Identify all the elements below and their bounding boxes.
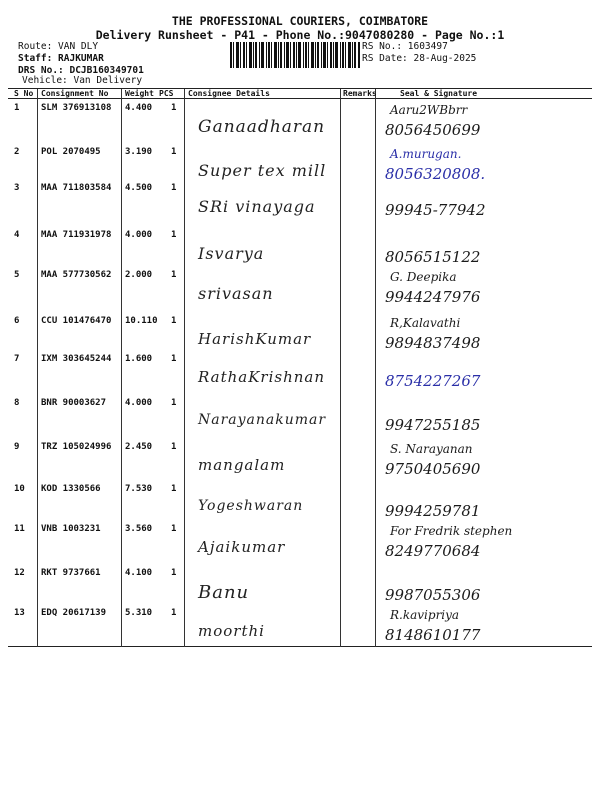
row-signature-name: R.kavipriya bbox=[390, 608, 460, 622]
row-consignee-handwritten: HarishKumar bbox=[198, 330, 312, 348]
row-consignment-no: IXM 303645244 bbox=[41, 354, 112, 364]
row-pcs: 1 bbox=[171, 568, 177, 578]
row-weight: 2.000 bbox=[125, 270, 153, 280]
row-consignment-no: KOD 1330566 bbox=[41, 484, 101, 494]
row-signature-name: For Fredrik stephen bbox=[390, 524, 513, 538]
company-title: THE PROFESSIONAL COURIERS, COIMBATORE bbox=[171, 14, 429, 28]
row-weight: 5.310 bbox=[125, 608, 153, 618]
runsheet-subtitle: Delivery Runsheet - P41 - Phone No.:9047080280 - Page No.:1 bbox=[95, 28, 505, 42]
row-sno: 12 bbox=[14, 568, 25, 578]
row-consignee-handwritten: Ajaikumar bbox=[198, 538, 286, 556]
row-sno: 1 bbox=[14, 103, 20, 113]
row-sno: 9 bbox=[14, 442, 20, 452]
row-signature-phone: 9987055306 bbox=[385, 586, 481, 604]
row-weight: 4.400 bbox=[125, 103, 153, 113]
row-signature-phone: 9944247976 bbox=[385, 288, 481, 306]
row-signature-phone: 9750405690 bbox=[385, 460, 481, 478]
row-weight: 4.000 bbox=[125, 398, 153, 408]
row-consignment-no: RKT 9737661 bbox=[41, 568, 101, 578]
row-signature-phone: 8056320808. bbox=[385, 165, 486, 183]
row-pcs: 1 bbox=[171, 398, 177, 408]
col-sno: S No bbox=[14, 89, 34, 98]
row-consignment-no: EDQ 20617139 bbox=[41, 608, 107, 618]
row-consignment-no: TRZ 105024996 bbox=[41, 442, 112, 452]
row-consignee-handwritten: Narayanakumar bbox=[198, 412, 327, 428]
row-sno: 4 bbox=[14, 230, 20, 240]
col-consignee: Consignee Details bbox=[188, 89, 270, 98]
row-signature-phone: 8148610177 bbox=[385, 626, 481, 644]
row-sno: 10 bbox=[14, 484, 25, 494]
row-consignee-handwritten: srivasan bbox=[198, 284, 274, 303]
row-consignee-handwritten: SRi vinayaga bbox=[198, 197, 316, 216]
row-signature-name: R,Kalavathi bbox=[390, 316, 461, 330]
row-pcs: 1 bbox=[171, 524, 177, 534]
row-weight: 4.000 bbox=[125, 230, 153, 240]
column-divider bbox=[184, 89, 185, 647]
row-pcs: 1 bbox=[171, 147, 177, 157]
row-sno: 6 bbox=[14, 316, 20, 326]
row-consignee-handwritten: mangalam bbox=[198, 456, 286, 474]
vehicle-label: Vehicle: Van Delivery bbox=[22, 75, 143, 86]
row-sno: 8 bbox=[14, 398, 20, 408]
rs-number: RS No.: 1603497 bbox=[362, 41, 448, 52]
row-consignment-no: SLM 376913108 bbox=[41, 103, 112, 113]
row-signature-phone: 8754227267 bbox=[385, 372, 481, 390]
row-sno: 13 bbox=[14, 608, 25, 618]
row-pcs: 1 bbox=[171, 608, 177, 618]
row-signature-name: Aaru2WBbrr bbox=[390, 103, 468, 117]
row-pcs: 1 bbox=[171, 270, 177, 280]
row-consignment-no: BNR 90003627 bbox=[41, 398, 107, 408]
row-signature-phone: 9994259781 bbox=[385, 502, 481, 520]
row-weight: 3.560 bbox=[125, 524, 153, 534]
row-consignee-handwritten: moorthi bbox=[198, 622, 265, 640]
col-consignment-no: Consignment No bbox=[41, 89, 109, 98]
row-signature-name: G. Deepika bbox=[390, 270, 457, 284]
row-pcs: 1 bbox=[171, 316, 177, 326]
row-weight: 7.530 bbox=[125, 484, 153, 494]
row-signature-phone: 9947255185 bbox=[385, 416, 481, 434]
column-divider bbox=[375, 89, 376, 647]
row-pcs: 1 bbox=[171, 103, 177, 113]
row-weight: 4.100 bbox=[125, 568, 153, 578]
row-signature-phone: 8056450699 bbox=[385, 121, 481, 139]
row-sno: 7 bbox=[14, 354, 20, 364]
row-weight: 3.190 bbox=[125, 147, 153, 157]
row-consignee-handwritten: Ganaadharan bbox=[198, 117, 326, 137]
row-consignee-handwritten: Yogeshwaran bbox=[198, 498, 304, 514]
table-bottom-rule bbox=[8, 646, 592, 647]
row-consignment-no: MAA 577730562 bbox=[41, 270, 112, 280]
col-weight: Weight bbox=[125, 89, 154, 98]
barcode-image bbox=[230, 42, 360, 68]
row-pcs: 1 bbox=[171, 183, 177, 193]
row-sno: 5 bbox=[14, 270, 20, 280]
row-consignee-handwritten: Banu bbox=[198, 582, 250, 603]
row-consignment-no: MAA 711931978 bbox=[41, 230, 112, 240]
row-consignment-no: CCU 101476470 bbox=[41, 316, 112, 326]
row-consignment-no: POL 2070495 bbox=[41, 147, 101, 157]
row-consignee-handwritten: Super tex mill bbox=[198, 161, 327, 180]
row-signature-phone: 8056515122 bbox=[385, 248, 481, 266]
column-divider bbox=[340, 89, 341, 647]
row-weight: 4.500 bbox=[125, 183, 153, 193]
row-pcs: 1 bbox=[171, 442, 177, 452]
staff-label: Staff: RAJKUMAR bbox=[18, 53, 104, 64]
row-signature-name: S. Narayanan bbox=[390, 442, 473, 456]
col-seal-signature: Seal & Signature bbox=[400, 89, 478, 98]
column-divider bbox=[121, 89, 122, 647]
column-divider bbox=[37, 89, 38, 647]
row-consignment-no: VNB 1003231 bbox=[41, 524, 101, 534]
route-label: Route: VAN DLY bbox=[18, 41, 99, 52]
col-pcs: PCS bbox=[159, 89, 174, 98]
table-header-rule bbox=[8, 98, 592, 99]
row-weight: 1.600 bbox=[125, 354, 153, 364]
row-consignee-handwritten: RathaKrishnan bbox=[198, 368, 326, 386]
row-pcs: 1 bbox=[171, 484, 177, 494]
rs-date: RS Date: 28-Aug-2025 bbox=[362, 53, 477, 64]
row-signature-phone: 99945-77942 bbox=[385, 201, 486, 219]
row-sno: 11 bbox=[14, 524, 25, 534]
row-signature-phone: 8249770684 bbox=[385, 542, 481, 560]
row-weight: 10.110 bbox=[125, 316, 158, 326]
drs-label: DRS No.: DCJB160349701 bbox=[18, 65, 144, 76]
row-sno: 3 bbox=[14, 183, 20, 193]
row-consignee-handwritten: Isvarya bbox=[198, 244, 265, 263]
row-sno: 2 bbox=[14, 147, 20, 157]
row-consignment-no: MAA 711803584 bbox=[41, 183, 112, 193]
col-remarks: Remarks bbox=[343, 89, 377, 98]
row-weight: 2.450 bbox=[125, 442, 153, 452]
row-signature-phone: 9894837498 bbox=[385, 334, 481, 352]
row-pcs: 1 bbox=[171, 230, 177, 240]
row-pcs: 1 bbox=[171, 354, 177, 364]
row-signature-name: A.murugan. bbox=[390, 147, 462, 161]
